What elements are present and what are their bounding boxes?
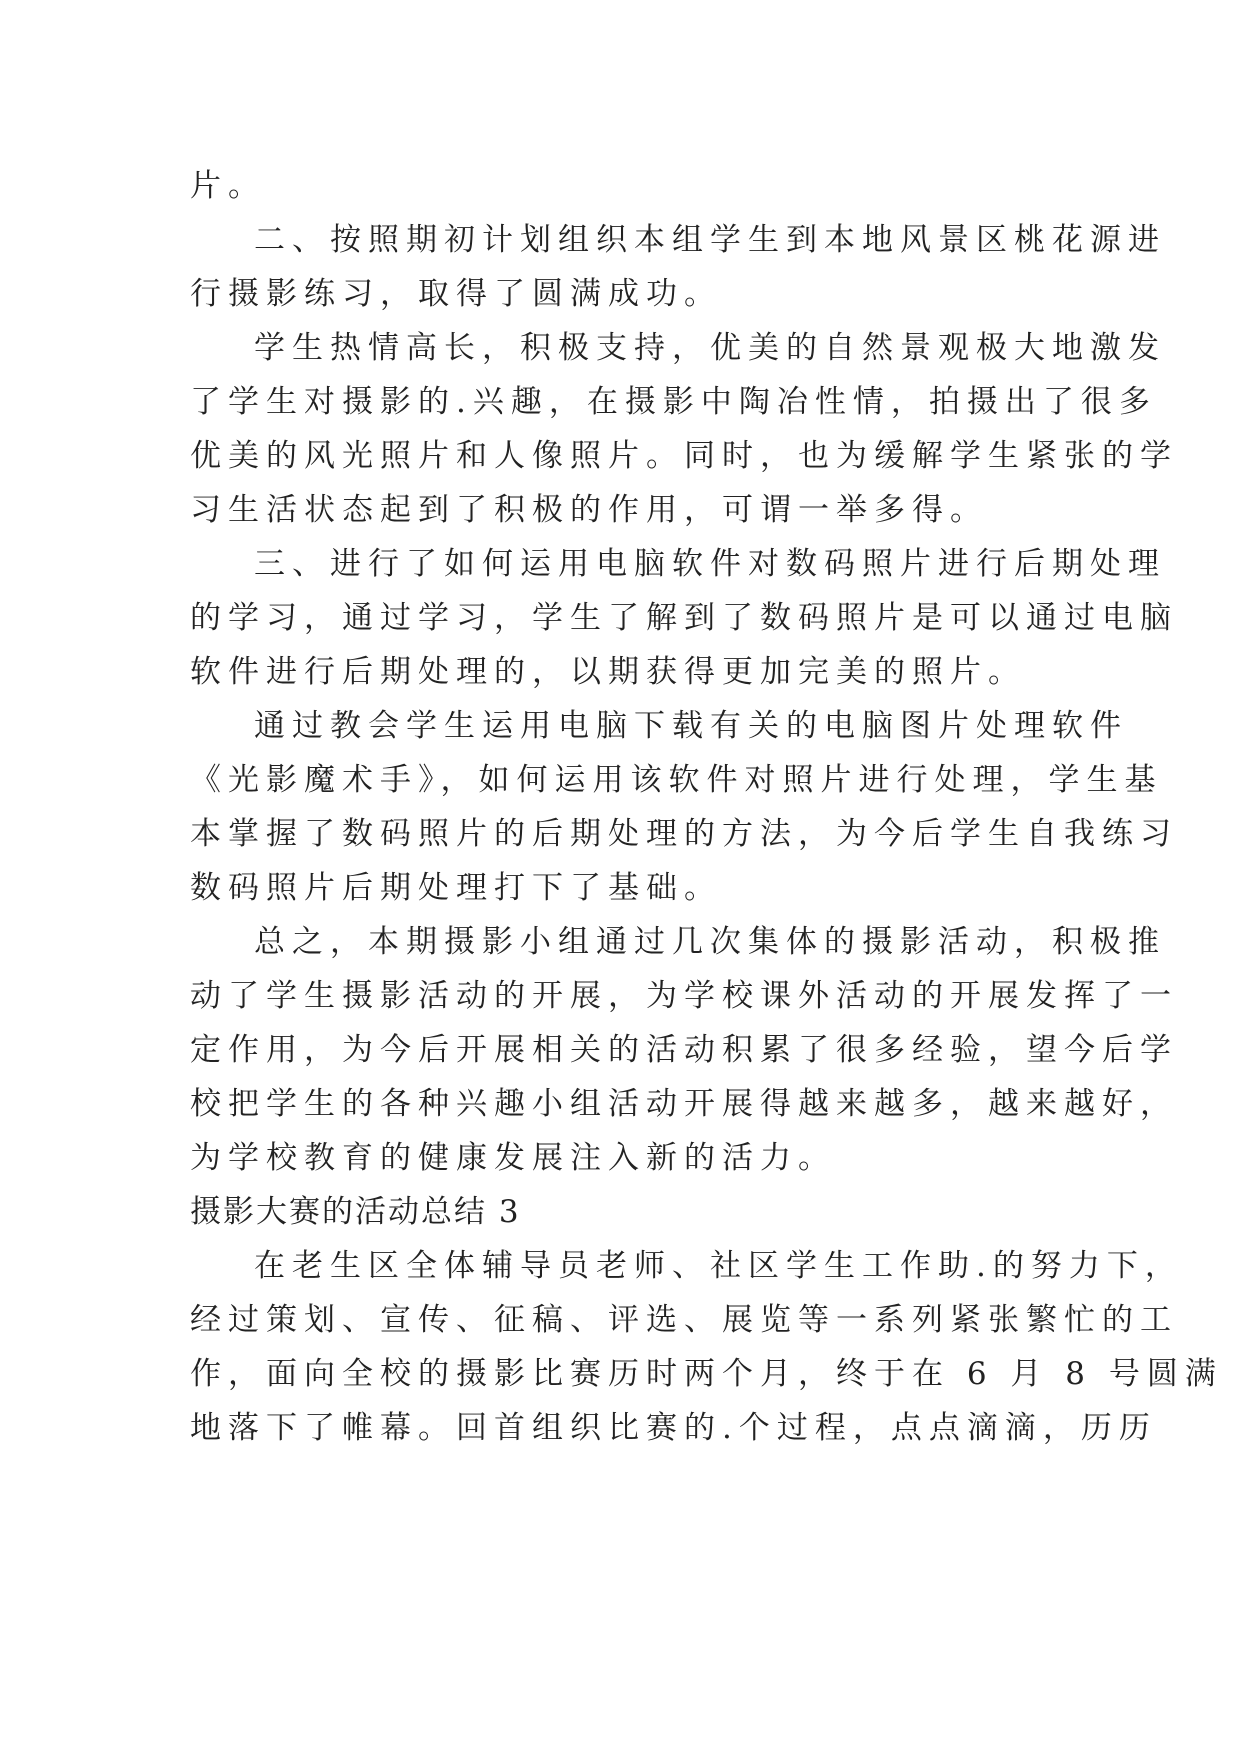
paragraph-start: 三、进行了如何运用电脑软件对数码照片进行后期处理	[254, 546, 1166, 582]
text-line: 行摄影练习，取得了圆满成功。	[190, 276, 722, 312]
text-line: 定作用，为今后开展相关的活动积累了很多经验，望今后学	[190, 1032, 1178, 1068]
text-line: 数码照片后期处理打下了基础。	[190, 870, 722, 906]
paragraph-start: 通过教会学生运用电脑下载有关的电脑图片处理软件	[254, 708, 1128, 744]
text-line: 片。	[190, 168, 266, 204]
text-line: 为学校教育的健康发展注入新的活力。	[190, 1140, 836, 1176]
text-line: 优美的风光照片和人像照片。同时，也为缓解学生紧张的学	[190, 438, 1178, 474]
text-line: 《光影魔术手》，如何运用该软件对照片进行处理，学生基	[190, 762, 1163, 798]
paragraph-start: 学生热情高长，积极支持，优美的自然景观极大地激发	[254, 330, 1166, 366]
text-line: 软件进行后期处理的，以期获得更加完美的照片。	[190, 654, 1026, 690]
text-line: 校把学生的各种兴趣小组活动开展得越来越多，越来越好，	[190, 1086, 1178, 1122]
text-line: 本掌握了数码照片的后期处理的方法，为今后学生自我练习	[190, 816, 1178, 852]
text-line: 经过策划、宣传、征稿、评选、展览等一系列紧张繁忙的工	[190, 1302, 1178, 1338]
text-line: 习生活状态起到了积极的作用，可谓一举多得。	[190, 492, 988, 528]
text-line: 的学习，通过学习，学生了解到了数码照片是可以通过电脑	[190, 600, 1178, 636]
text-line: 动了学生摄影活动的开展，为学校课外活动的开展发挥了一	[190, 978, 1178, 1014]
text-line: 地落下了帷幕。回首组织比赛的.个过程，点点滴滴，历历	[190, 1410, 1157, 1446]
paragraph-start: 总之，本期摄影小组通过几次集体的摄影活动，积极推	[254, 924, 1166, 960]
text-line: 了学生对摄影的.兴趣，在摄影中陶冶性情，拍摄出了很多	[190, 384, 1157, 420]
paragraph-start: 二、按照期初计划组织本组学生到本地风景区桃花源进	[254, 222, 1166, 258]
paragraph-start: 在老生区全体辅导员老师、社区学生工作助.的努力下，	[254, 1248, 1183, 1284]
section-heading: 摄影大赛的活动总结 3	[190, 1194, 521, 1230]
text-line: 作，面向全校的摄影比赛历时两个月，终于在 6 月 8 号圆满	[190, 1356, 1223, 1392]
